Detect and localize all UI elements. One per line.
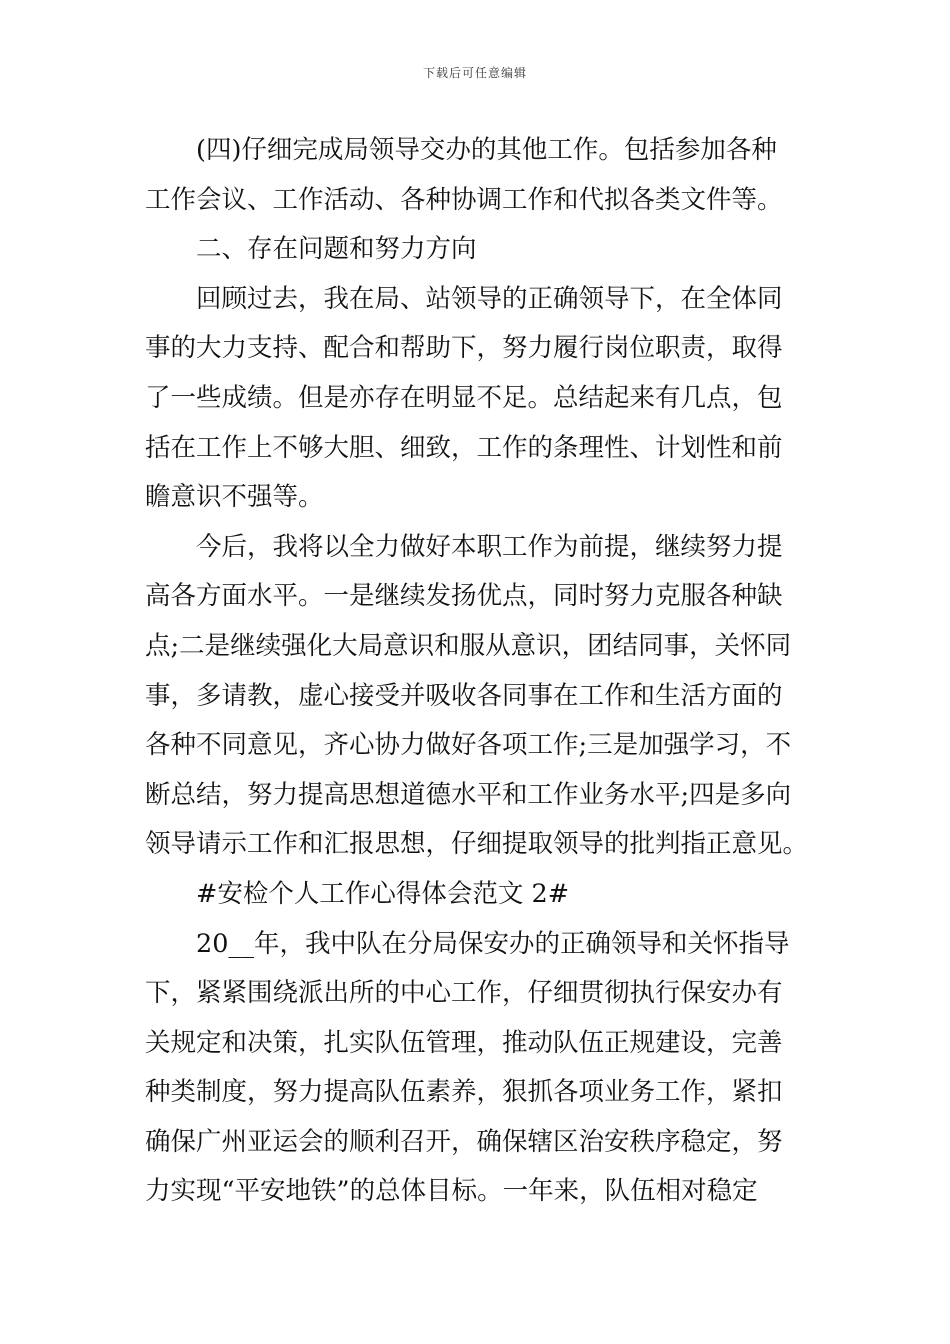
text-line: 下，紧紧围绕派出所的中心工作，仔细贯彻执行保安办有 <box>145 978 783 1009</box>
text-line: 事的大力支持、配合和帮助下，努力履行岗位职责，取得 <box>145 333 783 364</box>
text-line: 高各方面水平。一是继续发扬优点，同时努力克服各种缺 <box>145 581 783 612</box>
text-line: 括在工作上不够大胆、细致，工作的条理性、计划性和前 <box>145 432 783 463</box>
text-line: (四)仔细完成局领导交办的其他工作。包括参加各种 <box>196 135 777 165</box>
text-line: 瞻意识不强等。 <box>145 482 324 513</box>
section-heading: 二、存在问题和努力方向 <box>196 234 477 265</box>
text-line: 工作会议、工作活动、各种协调工作和代拟各类文件等。 <box>145 184 783 215</box>
document-body <box>145 126 809 1217</box>
text-line: 点;二是继续强化大局意识和服从意识，团结同事，关怀同 <box>145 630 792 661</box>
text-line: 今后，我将以全力做好本职工作为前提，继续努力提 <box>196 531 783 562</box>
text-line: 力实现“平安地铁”的总体目标。一年来，队伍相对稳定 <box>145 1176 758 1207</box>
text-line: 各种不同意见，齐心协力做好各项工作;三是加强学习，不 <box>145 730 792 761</box>
text-line: 事，多请教，虚心接受并吸收各同事在工作和生活方面的 <box>145 680 783 711</box>
text-line: 种类制度，努力提高队伍素养，狠抓各项业务工作，紧扣 <box>145 1077 783 1108</box>
text-line: 20__年，我中队在分局保安办的正确领导和关怀指导 <box>196 928 790 959</box>
text-line: 确保广州亚运会的顺利召开，确保辖区治安秩序稳定，努 <box>145 1126 783 1157</box>
section-title: #安检个人工作心得体会范文 2# <box>196 878 570 909</box>
text-line: 领导请示工作和汇报思想，仔细提取领导的批判指正意见。 <box>145 829 809 860</box>
text-line: 关规定和决策，扎实队伍管理，推动队伍正规建设，完善 <box>145 1027 783 1058</box>
text-line: 回顾过去，我在局、站领导的正确领导下，在全体同 <box>196 283 783 314</box>
text-line: 了一些成绩。但是亦存在明显不足。总结起来有几点，包 <box>145 382 783 413</box>
text-line: 断总结，努力提高思想道德水平和工作业务水平;四是多向 <box>145 779 792 810</box>
page-header-note: 下载后可任意编辑 <box>422 66 527 80</box>
